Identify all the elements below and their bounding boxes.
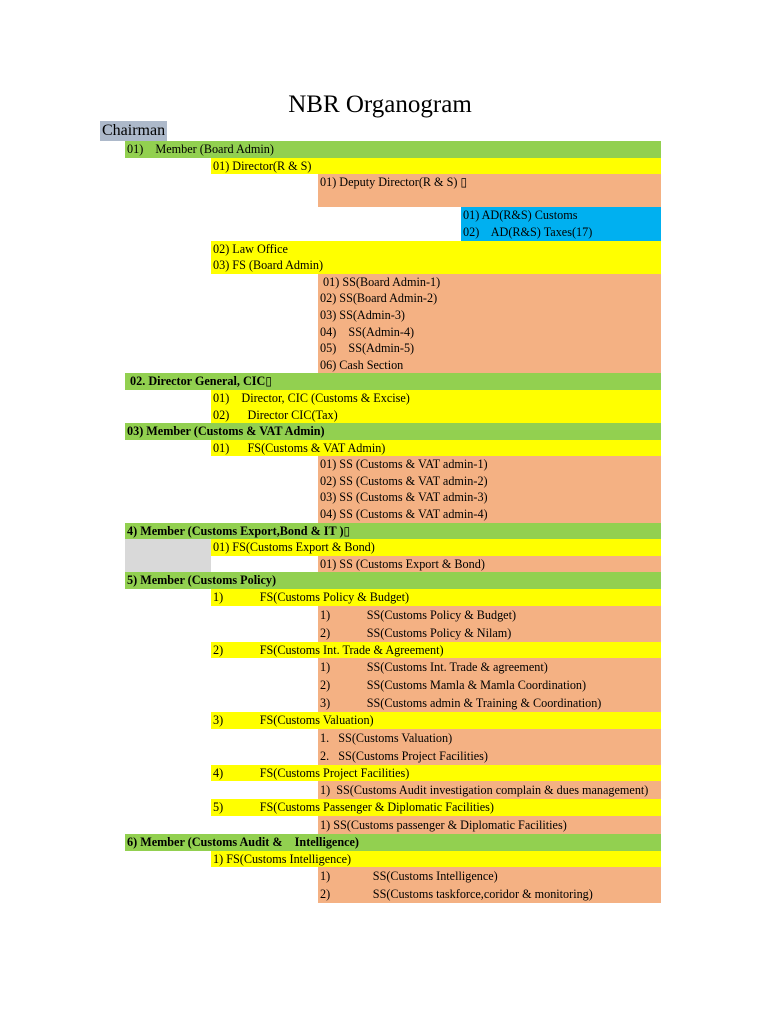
org-row (0, 729, 768, 747)
org-row (0, 851, 768, 868)
org-unit-cell (318, 556, 661, 573)
org-unit-label: 01) SS (Customs & VAT admin-1) (320, 457, 488, 472)
org-unit-label: 04) SS(Admin-4) (320, 324, 415, 339)
org-unit-cell (318, 781, 661, 799)
org-unit-label: 02) Director CIC(Tax) (213, 407, 338, 422)
org-unit-label: 01) Deputy Director(R & S) ▯ (320, 175, 468, 190)
org-unit-label: 1) SS(Customs Audit investigation complain & dues management) (320, 783, 649, 798)
org-unit-cell (318, 191, 661, 208)
org-unit-cell (211, 642, 661, 659)
org-unit-label: 01) Director(R & S) (213, 158, 312, 173)
org-unit-label: 01) AD(R&S) Customs (463, 208, 578, 223)
org-unit-label: 6) Member (Customs Audit & Intelligence) (127, 835, 359, 849)
org-unit-cell (125, 141, 661, 158)
org-unit-label: 3) FS(Customs Valuation) (213, 713, 374, 728)
org-unit-cell (125, 373, 661, 390)
org-unit-label: 05) SS(Admin-5) (320, 341, 415, 356)
org-unit-cell (211, 257, 661, 274)
org-unit-label: 03) FS (Board Admin) (213, 258, 324, 273)
org-unit-cell (211, 407, 661, 424)
org-unit-cell (318, 885, 661, 903)
org-row (0, 624, 768, 642)
org-row (0, 241, 768, 258)
org-unit-label: 1) FS(Customs Intelligence) (213, 851, 352, 866)
org-unit-label: 01) Director, CIC (Customs & Excise) (213, 390, 410, 405)
org-row (0, 885, 768, 903)
org-unit-cell (211, 390, 661, 407)
org-unit-cell (318, 729, 661, 747)
org-unit-label: 1) SS(Customs Int. Trade & agreement) (320, 660, 548, 675)
org-unit-label: 2) SS(Customs Mamla & Mamla Coordination) (320, 678, 587, 693)
org-unit-cell (318, 473, 661, 490)
org-row (0, 174, 768, 191)
org-unit-label: 1) SS(Customs Intelligence) (320, 869, 498, 884)
org-row (0, 556, 768, 573)
org-unit-label: 1) FS(Customs Policy & Budget) (213, 590, 410, 605)
org-row (0, 407, 768, 424)
org-row (0, 207, 768, 224)
org-row (0, 357, 768, 374)
org-row (0, 440, 768, 457)
organogram-table (0, 141, 768, 903)
org-unit-label: 01) SS(Board Admin-1) (320, 274, 441, 289)
org-unit-label: 02) AD(R&S) Taxes(17) (463, 224, 593, 239)
org-row (0, 816, 768, 834)
org-unit-cell (318, 867, 661, 885)
org-unit-cell (211, 158, 661, 175)
org-row (0, 712, 768, 729)
org-row (0, 224, 768, 241)
org-row (0, 572, 768, 589)
org-row (0, 506, 768, 523)
org-unit-label: 02) Law Office (213, 241, 288, 256)
org-row (0, 158, 768, 175)
org-row (0, 307, 768, 324)
org-unit-label: 5) FS(Customs Passenger & Diplomatic Facilities) (213, 800, 494, 815)
org-unit-label: 2. SS(Customs Project Facilities) (320, 748, 488, 763)
org-row (0, 781, 768, 799)
org-row (0, 340, 768, 357)
org-unit-label: 02) SS (Customs & VAT admin-2) (320, 473, 488, 488)
org-row (0, 290, 768, 307)
org-unit-label: 1) SS(Customs Policy & Budget) (320, 607, 517, 622)
org-row (0, 141, 768, 158)
org-unit-cell (461, 224, 661, 241)
org-unit-cell (318, 694, 661, 712)
org-row (0, 191, 768, 208)
org-unit-label: 03) SS(Admin-3) (320, 307, 405, 322)
org-row (0, 539, 768, 556)
org-unit-cell (211, 799, 661, 816)
org-unit-cell (318, 624, 661, 642)
org-unit-cell (211, 440, 661, 457)
org-unit-label: 06) Cash Section (320, 357, 404, 372)
org-row (0, 676, 768, 694)
org-row (0, 423, 768, 440)
org-unit-cell (125, 523, 661, 540)
org-unit-cell (318, 324, 661, 341)
org-unit-cell (318, 676, 661, 694)
org-row (0, 257, 768, 274)
org-row (0, 473, 768, 490)
org-unit-cell (318, 174, 661, 191)
org-row (0, 589, 768, 606)
org-unit-label: 2) SS(Customs taskforce,coridor & monitoring) (320, 887, 593, 902)
org-unit-label: 04) SS (Customs & VAT admin-4) (320, 507, 488, 522)
org-unit-cell (318, 307, 661, 324)
org-row (0, 606, 768, 624)
org-unit-cell (211, 589, 661, 606)
org-row (0, 834, 768, 851)
chairman-label: Chairman (102, 122, 166, 139)
org-row (0, 642, 768, 659)
org-unit-label: 4) Member (Customs Export,Bond & IT )▯ (127, 523, 351, 538)
org-unit-cell (318, 747, 661, 765)
org-unit-cell (211, 539, 661, 556)
org-row (0, 799, 768, 816)
org-unit-cell (211, 241, 661, 258)
org-unit-cell (318, 274, 661, 291)
org-row (0, 390, 768, 407)
org-unit-cell (211, 851, 661, 868)
org-unit-cell (318, 816, 661, 834)
org-unit-label: 02) SS(Board Admin-2) (320, 291, 438, 306)
org-row (0, 274, 768, 291)
org-row (0, 324, 768, 341)
org-row (0, 867, 768, 885)
org-row (0, 373, 768, 390)
page-title: NBR Organogram (288, 91, 472, 118)
org-unit-cell (211, 765, 661, 782)
org-unit-label: 5) Member (Customs Policy) (127, 573, 277, 588)
org-unit-cell (318, 357, 661, 374)
org-row (0, 489, 768, 506)
org-row (0, 456, 768, 473)
org-unit-label: 03) Member (Customs & VAT Admin) (127, 424, 325, 439)
org-unit-label: 01) Member (Board Admin) (127, 142, 274, 156)
org-row (0, 765, 768, 782)
org-unit-cell (318, 290, 661, 307)
org-row (0, 747, 768, 765)
org-unit-cell (125, 572, 661, 589)
org-unit-label: 3) SS(Customs admin & Training & Coordination) (320, 696, 602, 711)
org-unit-cell (318, 340, 661, 357)
org-unit-label: 1. SS(Customs Valuation) (320, 730, 453, 745)
org-unit-cell (461, 207, 661, 224)
org-unit-label: 02. Director General, CIC▯ (127, 374, 273, 389)
org-unit-cell (318, 658, 661, 676)
empty-gray-cell (125, 539, 211, 556)
org-unit-label: 2) SS(Customs Policy & Nilam) (320, 625, 512, 640)
org-unit-label: 4) FS(Customs Project Facilities) (213, 765, 410, 780)
org-unit-label: 2) FS(Customs Int. Trade & Agreement) (213, 642, 444, 657)
org-row (0, 694, 768, 712)
org-unit-label: 01) FS(Customs & VAT Admin) (213, 440, 386, 455)
org-unit-cell (318, 456, 661, 473)
org-row (0, 523, 768, 540)
org-unit-cell (211, 712, 661, 729)
org-unit-cell (318, 489, 661, 506)
org-unit-cell (125, 423, 661, 440)
org-unit-cell (318, 506, 661, 523)
empty-gray-cell (125, 556, 211, 573)
org-unit-cell (125, 834, 661, 851)
org-unit-label: 01) SS (Customs Export & Bond) (320, 556, 485, 571)
org-unit-label: 03) SS (Customs & VAT admin-3) (320, 490, 488, 505)
org-unit-label: 01) FS(Customs Export & Bond) (213, 540, 375, 555)
org-unit-cell (318, 606, 661, 624)
org-row (0, 658, 768, 676)
org-unit-label: 1) SS(Customs passenger & Diplomatic Facilities) (320, 818, 567, 832)
